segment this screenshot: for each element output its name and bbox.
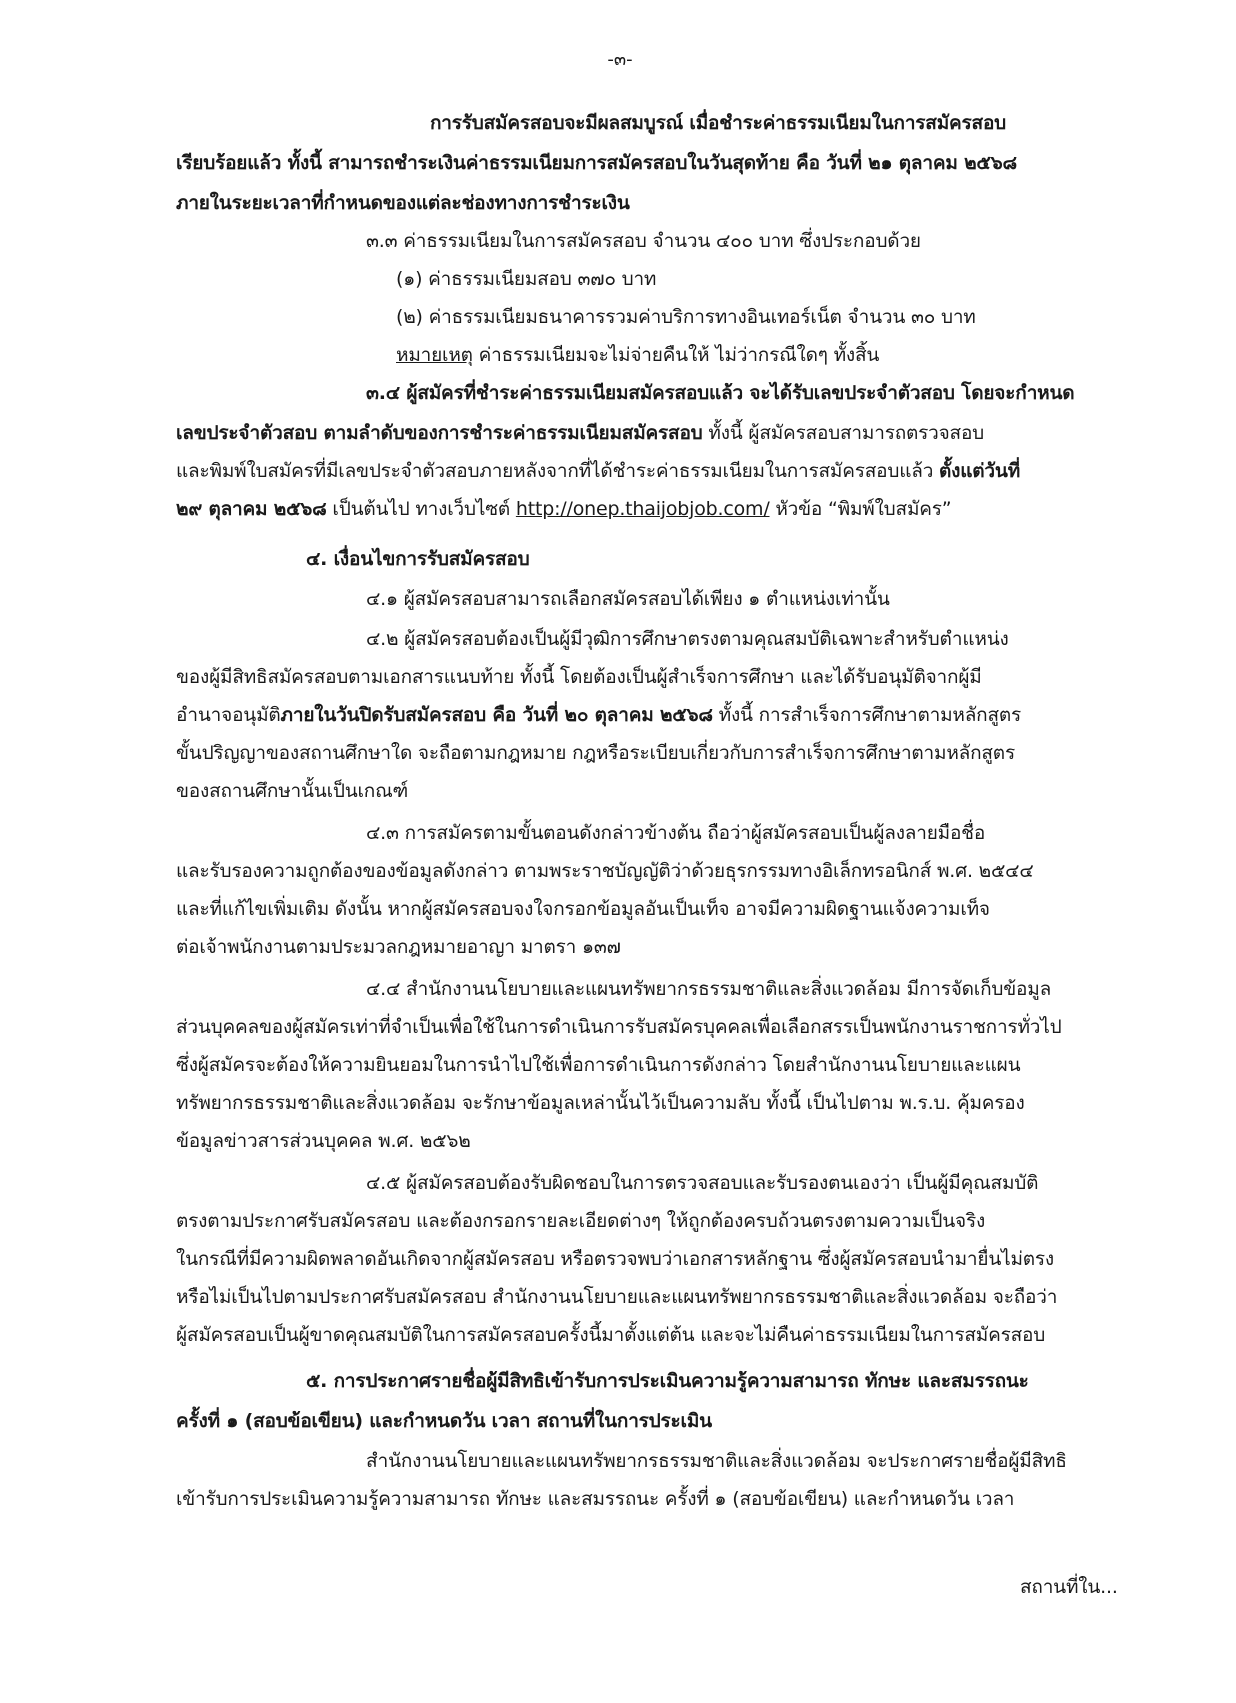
section-3-4-line-2 [176, 420, 984, 446]
section-3-4-line-4-text: เป็นต้นไป ทางเว็บไซต์ [326, 498, 516, 520]
section-3-4-date: ๒๙ ตุลาคม ๒๕๖๘ [176, 498, 327, 520]
section-4-2-line-2: ของผู้มีสิทธิสมัครสอบตามเอกสารแนบท้าย ทั้งนี้ โดยต้องเป็นผู้สำเร็จการศึกษา และได้รับอนุมัติจากผู้มี [176, 666, 982, 688]
section-3-4-line-2-bold: เลขประจำตัวสอบ ตามลำดับของการชำระค่าธรรมเนียมสมัครสอบ [176, 422, 703, 444]
section-4-2-line-3 [176, 702, 1021, 728]
continuation-marker: สถานที่ใน... [1020, 1576, 1118, 1598]
section-4-5-line-3: ในกรณีที่มีความผิดพลาดอันเกิดจากผู้สมัครสอบ หรือตรวจพบว่าเอกสารหลักฐาน ซึ่งผู้สมัครสอบนำมายื่นไม่ตรง [176, 1248, 1055, 1270]
website-link[interactable]: http://onep.thaijobjob.com/ [515, 498, 770, 520]
section-4-5-line-2: ตรงตามประกาศรับสมัครสอบ และต้องกรอกรายละเอียดต่างๆ ให้ถูกต้องครบถ้วนตรงตามความเป็นจริง [176, 1210, 986, 1232]
note-text: ค่าธรรมเนียมจะไม่จ่ายคืนให้ ไม่ว่ากรณีใดๆ ทั้งสิ้น [472, 344, 880, 366]
section-4-3-line-1: ๔.๓ การสมัครตามขั้นตอนดังกล่าวข้างต้น ถือว่าผู้สมัครสอบเป็นผู้ลงลายมือชื่อ [366, 822, 986, 844]
fee-completion-line-2: เรียบร้อยแล้ว ทั้งนี้ สามารถชำระเงินค่าธรรมเนียมการสมัครสอบในวันสุดท้าย คือ วันที่ ๒๑ ตุลาคม ๒๕๖๘ [176, 152, 1017, 174]
section-3-4-line-3-text: และพิมพ์ใบสมัครที่มีเลขประจำตัวสอบภายหลังจากที่ได้ชำระค่าธรรมเนียมในการสมัครสอบแล้ว [176, 460, 940, 482]
section-4-5-line-4: หรือไม่เป็นไปตามประกาศรับสมัครสอบ สำนักงานนโยบายและแผนทรัพยากรธรรมชาติและสิ่งแวดล้อม จะถือว่า [176, 1286, 1058, 1308]
section-4-4-line-5: ข้อมูลข่าวสารส่วนบุคคล พ.ศ. ๒๕๖๒ [176, 1130, 471, 1152]
section-3-4-line-2-rest: ทั้งนี้ ผู้สมัครสอบสามารถตรวจสอบ [702, 422, 985, 444]
section-4-3-line-2: และรับรองความถูกต้องของข้อมูลดังกล่าว ตามพระราชบัญญัติว่าด้วยธุรกรรมทางอิเล็กทรอนิกส์ พ.ศ. ๒๕๔๔ [176, 860, 1034, 882]
section-4-5-line-1: ๔.๕ ผู้สมัครสอบต้องรับผิดชอบในการตรวจสอบและรับรองตนเองว่า เป็นผู้มีคุณสมบัติ [366, 1172, 1039, 1194]
fee-completion-line-3: ภายในระยะเวลาที่กำหนดของแต่ละช่องทางการชำระเงิน [176, 192, 630, 214]
section-5-body-line-1: สำนักงานนโยบายและแผนทรัพยากรธรรมชาติและสิ่งแวดล้อม จะประกาศรายชื่อผู้มีสิทธิ [366, 1450, 1067, 1472]
fee-completion-line-1: การรับสมัครสอบจะมีผลสมบูรณ์ เมื่อชำระค่าธรรมเนียมในการสมัครสอบ [430, 112, 1007, 134]
section-4-2-line-5: ของสถานศึกษานั้นเป็นเกณฑ์ [176, 780, 409, 802]
section-3-4-line-4-tail: หัวข้อ “พิมพ์ใบสมัคร” [769, 498, 952, 520]
section-4-2-line-3-b: ทั้งนี้ การสำเร็จการศึกษาตามหลักสูตร [712, 704, 1022, 726]
section-3-4-line-1: ๓.๔ ผู้สมัครที่ชำระค่าธรรมเนียมสมัครสอบแล้ว จะได้รับเลขประจำตัวสอบ โดยจะกำหนด [366, 382, 1075, 404]
note-label: หมายเหตุ [396, 344, 473, 366]
section-4-2-line-3-bold: ภายในวันปิดรับสมัครสอบ คือ วันที่ ๒๐ ตุลาคม ๒๕๖๘ [280, 704, 713, 726]
section-4-4-line-1: ๔.๔ สำนักงานนโยบายและแผนทรัพยากรธรรมชาติและสิ่งแวดล้อม มีการจัดเก็บข้อมูล [366, 978, 1052, 1000]
section-4-2-line-4: ขั้นปริญญาของสถานศึกษาใด จะถือตามกฎหมาย กฎหรือระเบียบเกี่ยวกับการสำเร็จการศึกษาตามหลักสูตร [176, 742, 1015, 764]
section-4-3-line-4: ต่อเจ้าพนักงานตามประมวลกฎหมายอาญา มาตรา ๑๓๗ [176, 936, 621, 958]
section-3-3-heading: ๓.๓ ค่าธรรมเนียมในการสมัครสอบ จำนวน ๔๐๐ บาท ซึ่งประกอบด้วย [366, 230, 921, 252]
section-3-3-item-1: (๑) ค่าธรรมเนียมสอบ ๓๗๐ บาท [396, 268, 657, 290]
section-3-4-line-3-bold: ตั้งแต่วันที่ [939, 460, 1021, 482]
section-5-heading-line-2: ครั้งที่ ๑ (สอบข้อเขียน) และกำหนดวัน เวลา สถานที่ในการประเมิน [176, 1410, 712, 1432]
section-4-4-line-4: ทรัพยากรธรรมชาติและสิ่งแวดล้อม จะรักษาข้อมูลเหล่านั้นไว้เป็นความลับ ทั้งนี้ เป็นไปตาม พ.ร.บ. คุ้มครอง [176, 1092, 1025, 1114]
section-5-body-line-2: เข้ารับการประเมินความรู้ความสามารถ ทักษะ และสมรรถนะ ครั้งที่ ๑ (สอบข้อเขียน) และกำหนดวัน เวลา [176, 1488, 1015, 1510]
section-4-1: ๔.๑ ผู้สมัครสอบสามารถเลือกสมัครสอบได้เพียง ๑ ตำแหน่งเท่านั้น [366, 588, 890, 610]
section-3-3-note [396, 342, 879, 368]
section-4-4-line-3: ซึ่งผู้สมัครจะต้องให้ความยินยอมในการนำไปใช้เพื่อการดำเนินการดังกล่าว โดยสำนักงานนโยบายและแผน [176, 1054, 1021, 1076]
section-4-2-line-3-a: อำนาจอนุมัติ [176, 704, 281, 726]
section-5-heading-line-1: ๕. การประกาศรายชื่อผู้มีสิทธิเข้ารับการประเมินความรู้ความสามารถ ทักษะ และสมรรถนะ [306, 1370, 1029, 1392]
section-4-5-line-5: ผู้สมัครสอบเป็นผู้ขาดคุณสมบัติในการสมัครสอบครั้งนี้มาตั้งแต่ต้น และจะไม่คืนค่าธรรมเนียมในการสมัครสอบ [176, 1324, 1046, 1346]
section-4-heading: ๔. เงื่อนไขการรับสมัครสอบ [306, 548, 530, 570]
section-3-4-line-4 [176, 496, 951, 522]
page-number: -๓- [607, 49, 633, 70]
section-3-3-item-2: (๒) ค่าธรรมเนียมธนาคารรวมค่าบริการทางอินเทอร์เน็ต จำนวน ๓๐ บาท [396, 306, 976, 328]
section-4-3-line-3: และที่แก้ไขเพิ่มเติม ดังนั้น หากผู้สมัครสอบจงใจกรอกข้อมูลอันเป็นเท็จ อาจมีความผิดฐานแจ้งความเท็จ [176, 898, 990, 920]
section-4-2-line-1: ๔.๒ ผู้สมัครสอบต้องเป็นผู้มีวุฒิการศึกษาตรงตามคุณสมบัติเฉพาะสำหรับตำแหน่ง [366, 628, 1009, 650]
section-3-4-line-3 [176, 458, 1020, 484]
section-4-4-line-2: ส่วนบุคคลของผู้สมัครเท่าที่จำเป็นเพื่อใช้ในการดำเนินการรับสมัครบุคคลเพื่อเลือกสรรเป็นพนักงานราชการทั่วไป [176, 1016, 1062, 1038]
